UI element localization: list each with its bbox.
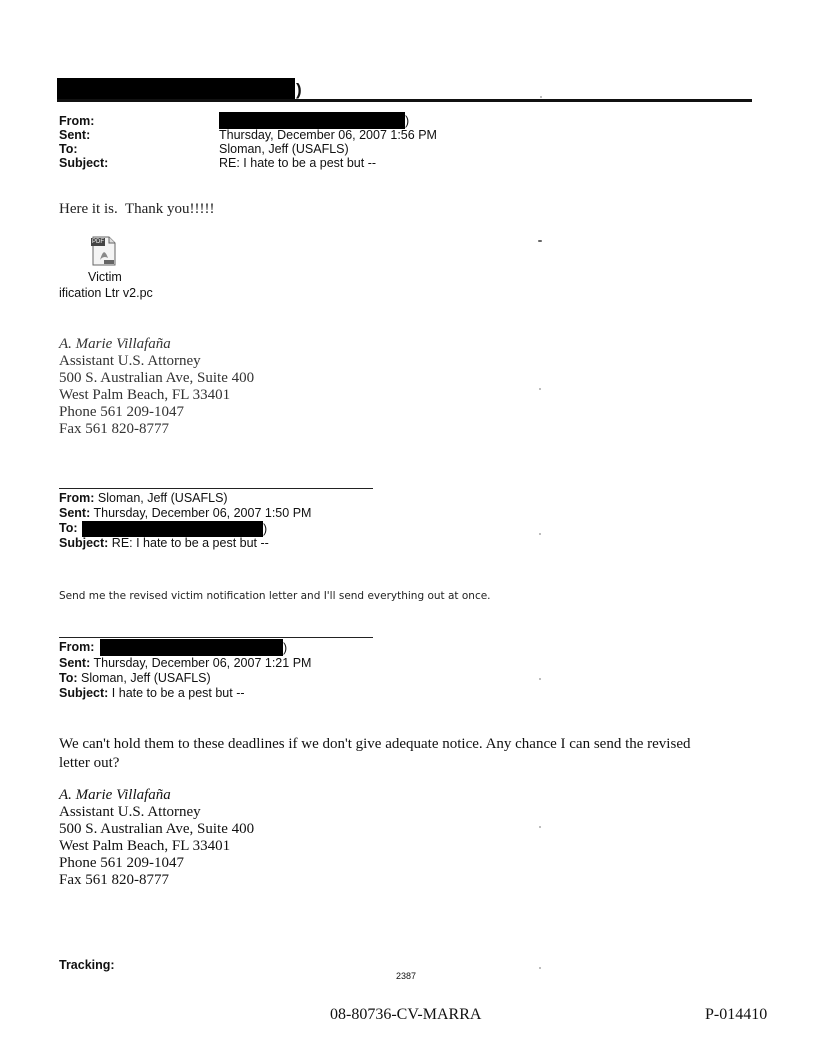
forward-2-sent-value: Thursday, December 06, 2007 1:21 PM <box>93 656 312 670</box>
signature-title: Assistant U.S. Attorney <box>59 804 201 820</box>
forward-2-body-line-1: We can't hold them to these deadlines if we don't give adequate notice. Any chance I can send the revised <box>59 736 691 752</box>
subject-label: Subject: <box>59 156 109 170</box>
signature-block-2 <box>59 787 359 889</box>
scan-speck <box>539 678 541 680</box>
forward-2-subject-label: Subject: <box>59 686 109 700</box>
forward-1-to-suffix: ) <box>263 522 268 536</box>
signature-phone: Phone 561 209-1047 <box>59 855 184 871</box>
redacted-forward-1-to <box>82 521 263 537</box>
forward-2-subject-row <box>59 686 245 700</box>
forward-2-sent-row <box>59 656 311 670</box>
forward-1-from-label: From: <box>59 491 95 505</box>
scan-speck <box>539 826 541 828</box>
forward-1-sent-row <box>59 506 311 520</box>
signature-phone: Phone 561 209-1047 <box>59 404 184 420</box>
tracking-label: Tracking: <box>59 958 115 972</box>
bates-number: P-014410 <box>705 1006 768 1023</box>
forward-2-from-label: From: <box>59 640 95 654</box>
from-suffix: ) <box>405 114 410 128</box>
sent-label: Sent: <box>59 128 91 142</box>
forward-2-body-line-2: letter out? <box>59 755 120 771</box>
signature-fax: Fax 561 820-8777 <box>59 872 169 888</box>
subject-value: RE: I hate to be a pest but -- <box>219 156 377 170</box>
forward-2-from-suffix: ) <box>283 641 288 655</box>
signature-address-line-1: 500 S. Australian Ave, Suite 400 <box>59 821 255 837</box>
separator-rule-2 <box>59 637 373 638</box>
header-rule <box>57 99 752 102</box>
forward-2-to-row <box>59 671 211 685</box>
scan-speck <box>539 967 541 969</box>
forward-2-to-value: Sloman, Jeff (USAFLS) <box>81 671 211 685</box>
redacted-forward-2-from <box>100 639 283 656</box>
forward-1-to-label: To: <box>59 521 78 535</box>
scan-speck <box>540 96 542 98</box>
sent-value: Thursday, December 06, 2007 1:56 PM <box>219 128 437 142</box>
pdf-icon-label: PDF <box>92 239 104 245</box>
signature-block-1 <box>59 336 359 438</box>
forward-2-sent-label: Sent: <box>59 656 91 670</box>
signature-name: A. Marie Villafaña <box>59 787 171 803</box>
separator-rule-1 <box>59 488 373 489</box>
signature-name: A. Marie Villafaña <box>59 336 171 352</box>
to-label: To: <box>59 142 78 156</box>
pdf-file-icon <box>91 236 117 266</box>
forward-1-from-value: Sloman, Jeff (USAFLS) <box>97 491 228 505</box>
forward-1-sent-value: Thursday, December 06, 2007 1:50 PM <box>93 506 312 520</box>
message-body-1: Here it is. Thank you!!!!! <box>59 201 215 217</box>
scan-speck <box>538 240 542 242</box>
forward-1-subject-row <box>59 536 269 550</box>
redacted-sender-name <box>57 78 295 99</box>
page-number: 2387 <box>396 971 417 981</box>
signature-fax: Fax 561 820-8777 <box>59 421 169 437</box>
forward-2-subject-value: I hate to be a pest but -- <box>111 686 245 700</box>
forward-2-to-label: To: <box>59 671 78 685</box>
forward-1-sent-label: Sent: <box>59 506 91 520</box>
case-number: 08-80736-CV-MARRA <box>330 1006 482 1023</box>
signature-address-line-2: West Palm Beach, FL 33401 <box>59 838 231 854</box>
forward-1-subject-value: RE: I hate to be a pest but -- <box>111 536 269 550</box>
from-label: From: <box>59 114 95 128</box>
forward-1-body: Send me the revised victim notification letter and I'll send everything out at once. <box>59 590 491 602</box>
signature-address-line-1: 500 S. Australian Ave, Suite 400 <box>59 370 255 386</box>
scan-speck <box>539 388 541 390</box>
signature-address-line-2: West Palm Beach, FL 33401 <box>59 387 231 403</box>
scan-speck <box>539 533 541 535</box>
attachment-name-line-2: ification Ltr v2.pc <box>59 286 153 300</box>
attachment-name-line-1: Victim <box>88 270 122 284</box>
to-value: Sloman, Jeff (USAFLS) <box>219 142 349 156</box>
forward-2-from-row <box>59 640 94 654</box>
redacted-from-address <box>219 112 405 129</box>
forward-1-from-row <box>59 491 228 505</box>
attachment[interactable] <box>59 236 159 301</box>
sender-name-suffix: ) <box>296 80 302 99</box>
forward-2-body <box>59 735 690 773</box>
signature-title: Assistant U.S. Attorney <box>59 353 201 369</box>
forward-1-subject-label: Subject: <box>59 536 109 550</box>
forward-1-to-row <box>59 521 78 535</box>
